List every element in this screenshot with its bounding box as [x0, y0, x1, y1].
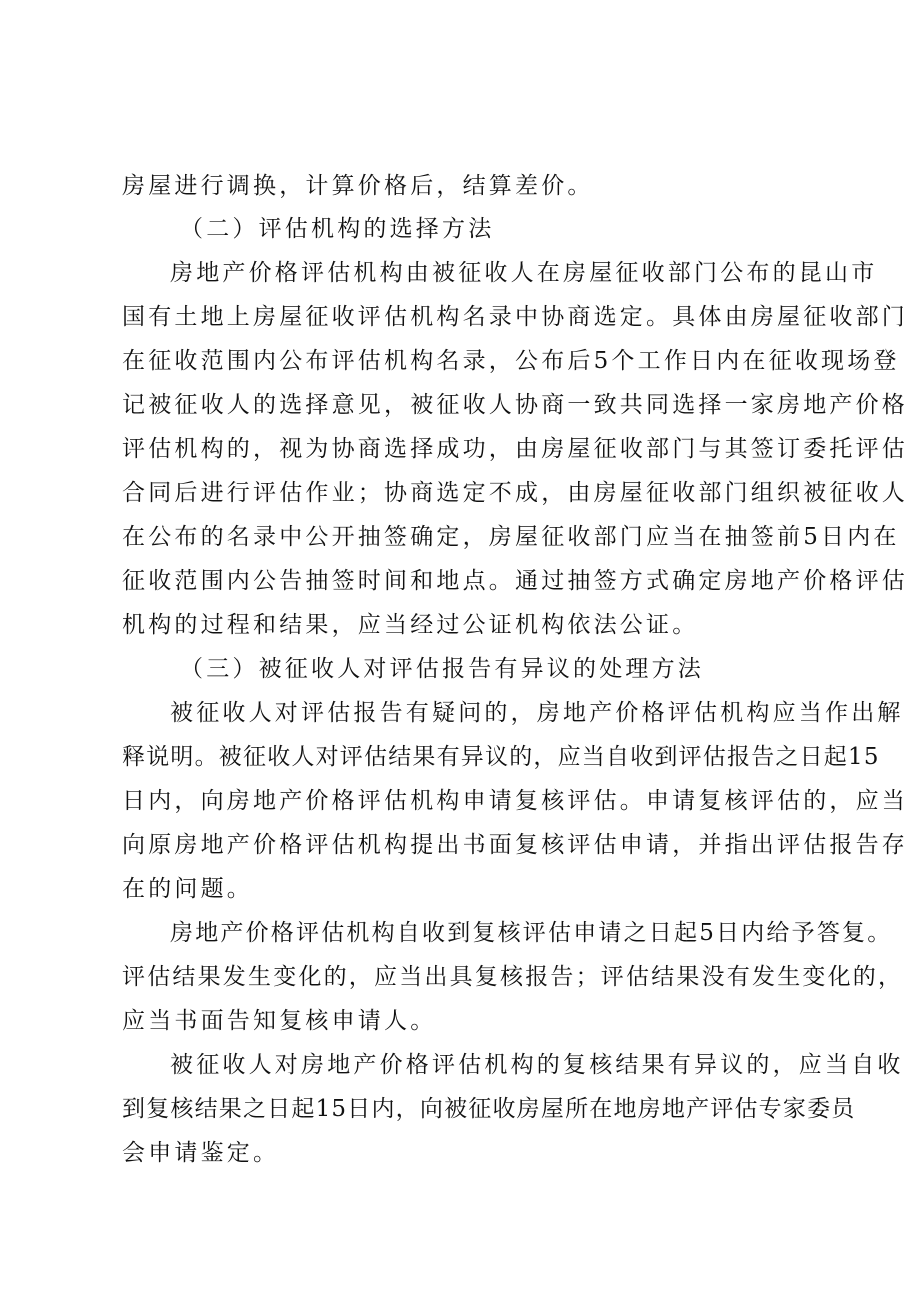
section-heading-2: （二）评估机构的选择方法 [180, 216, 495, 242]
text-line: 日内，向房地产价格评估机构申请复核评估。申请复核评估的，应当 [122, 788, 908, 814]
text-line: 房地产价格评估机构由被征收人在房屋征收部门公布的昆山市 [170, 260, 878, 286]
text-line: 被征收人对房地产价格评估机构的复核结果有异议的，应当自收 [170, 1052, 904, 1078]
text-line: 机构的过程和结果，应当经过公证机构依法公证。 [122, 612, 699, 638]
text-line: 在公布的名录中公开抽签确定，房屋征收部门应当在抽签前5日内在 [122, 524, 900, 550]
text-line: 会申请鉴定。 [122, 1140, 280, 1166]
text-line: 在的问题。 [122, 876, 253, 902]
text-line: 应当书面告知复核申请人。 [122, 1008, 437, 1034]
text-line: 征收范围内公告抽签时间和地点。通过抽签方式确定房地产价格评估 [122, 568, 908, 594]
text-line: 释说明。被征收人对评估结果有异议的，应当自收到评估报告之日起15 [122, 744, 880, 770]
text-line: 到复核结果之日起15日内，向被征收房屋所在地房地产评估专家委员 [122, 1096, 856, 1122]
text-line: 房地产价格评估机构自收到复核评估申请之日起5日内给予答复。 [170, 920, 893, 946]
text-line: 评估结果发生变化的，应当出具复核报告；评估结果没有发生变化的， [122, 964, 904, 990]
text-line: 评估机构的，视为协商选择成功，由房屋征收部门与其签订委托评估 [122, 436, 908, 462]
text-line: 房屋进行调换，计算价格后，结算差价。 [122, 173, 594, 199]
text-line: 被征收人对评估报告有疑问的，房地产价格评估机构应当作出解 [170, 700, 904, 726]
text-line: 在征收范围内公布评估机构名录，公布后5个工作日内在征收现场登 [122, 348, 900, 374]
section-heading-3: （三）被征收人对评估报告有异议的处理方法 [180, 656, 704, 682]
text-line: 合同后进行评估作业；协商选定不成，由房屋征收部门组织被征收人 [122, 480, 908, 506]
text-line: 向原房地产价格评估机构提出书面复核评估申请，并指出评估报告存 [122, 832, 908, 858]
text-line: 国有土地上房屋征收评估机构名录中协商选定。具体由房屋征收部门 [122, 304, 908, 330]
text-line: 记被征收人的选择意见，被征收人协商一致共同选择一家房地产价格 [122, 392, 908, 418]
